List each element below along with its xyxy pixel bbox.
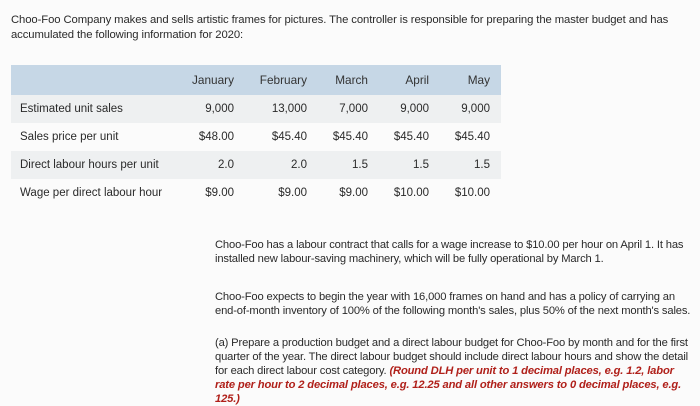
cell-may: $45.40: [454, 131, 490, 143]
cell-january: $48.00: [198, 131, 234, 143]
cell-may: 1.5: [474, 159, 490, 171]
cell-march: $9.00: [339, 187, 368, 199]
header-january: January: [192, 73, 234, 87]
table-header-row: [11, 65, 501, 95]
table-row-sales-price: [11, 123, 501, 151]
cell-february: 2.0: [291, 159, 307, 171]
cell-february: $45.40: [271, 131, 307, 143]
cell-may: 9,000: [461, 103, 490, 115]
header-march: March: [335, 73, 368, 87]
row-label: Estimated unit sales: [20, 103, 123, 115]
cell-january: $9.00: [205, 187, 234, 199]
cell-march: 1.5: [352, 159, 368, 171]
intro-text: Choo-Foo Company makes and sells artistic frames for pictures. The controller is responsible for preparing the master budget and has accumulated the following information for 2020:: [11, 14, 669, 41]
budget-data-table: [11, 65, 501, 213]
row-label: Sales price per unit: [20, 131, 119, 143]
header-february: February: [259, 73, 307, 87]
table-row-wage-per-hour: [11, 179, 501, 207]
table-row-estimated-unit-sales: [11, 95, 501, 123]
cell-january: 2.0: [218, 159, 234, 171]
inventory-policy-paragraph: Choo-Foo expects to begin the year with 16,000 frames on hand and has a policy of carrying an end-of-month inventory of 100% of the following month's sales, plus 50% of the next month's sales.: [215, 291, 691, 317]
row-label: Wage per direct labour hour: [20, 187, 163, 199]
cell-may: $10.00: [454, 187, 490, 199]
cell-february: 13,000: [271, 103, 307, 115]
cell-march: 7,000: [339, 103, 368, 115]
rounding-instruction: (Round DLH per unit to 1 decimal places, e.g. 1.2, labor rate per hour to 2 decimal places, e.g. 12.25 and all other answers to 0 decimal places, e.g. 125.): [215, 365, 682, 405]
cell-january: 9,000: [205, 103, 234, 115]
cell-march: $45.40: [332, 131, 368, 143]
row-label: Direct labour hours per unit: [20, 159, 159, 171]
cell-april: $45.40: [393, 131, 429, 143]
labour-contract-paragraph: Choo-Foo has a labour contract that calls for a wage increase to $10.00 per hour on April 1. It has installed new labour-saving machinery, which will be fully operational by March 1.: [215, 239, 684, 265]
cell-april: $10.00: [393, 187, 429, 199]
cell-april: 9,000: [400, 103, 429, 115]
part-a-prompt: (a) Prepare a production budget and a direct labour budget for Choo-Foo by month and for the first quarter of the year. The direct labour budget should include direct labour hours and show the detail for each direct labour cost category.: [215, 337, 689, 377]
part-a-question: [215, 336, 693, 406]
table-row-direct-labour-hours: [11, 151, 501, 179]
header-may: May: [467, 73, 490, 87]
cell-april: 1.5: [413, 159, 429, 171]
cell-february: $9.00: [278, 187, 307, 199]
header-april: April: [405, 73, 429, 87]
